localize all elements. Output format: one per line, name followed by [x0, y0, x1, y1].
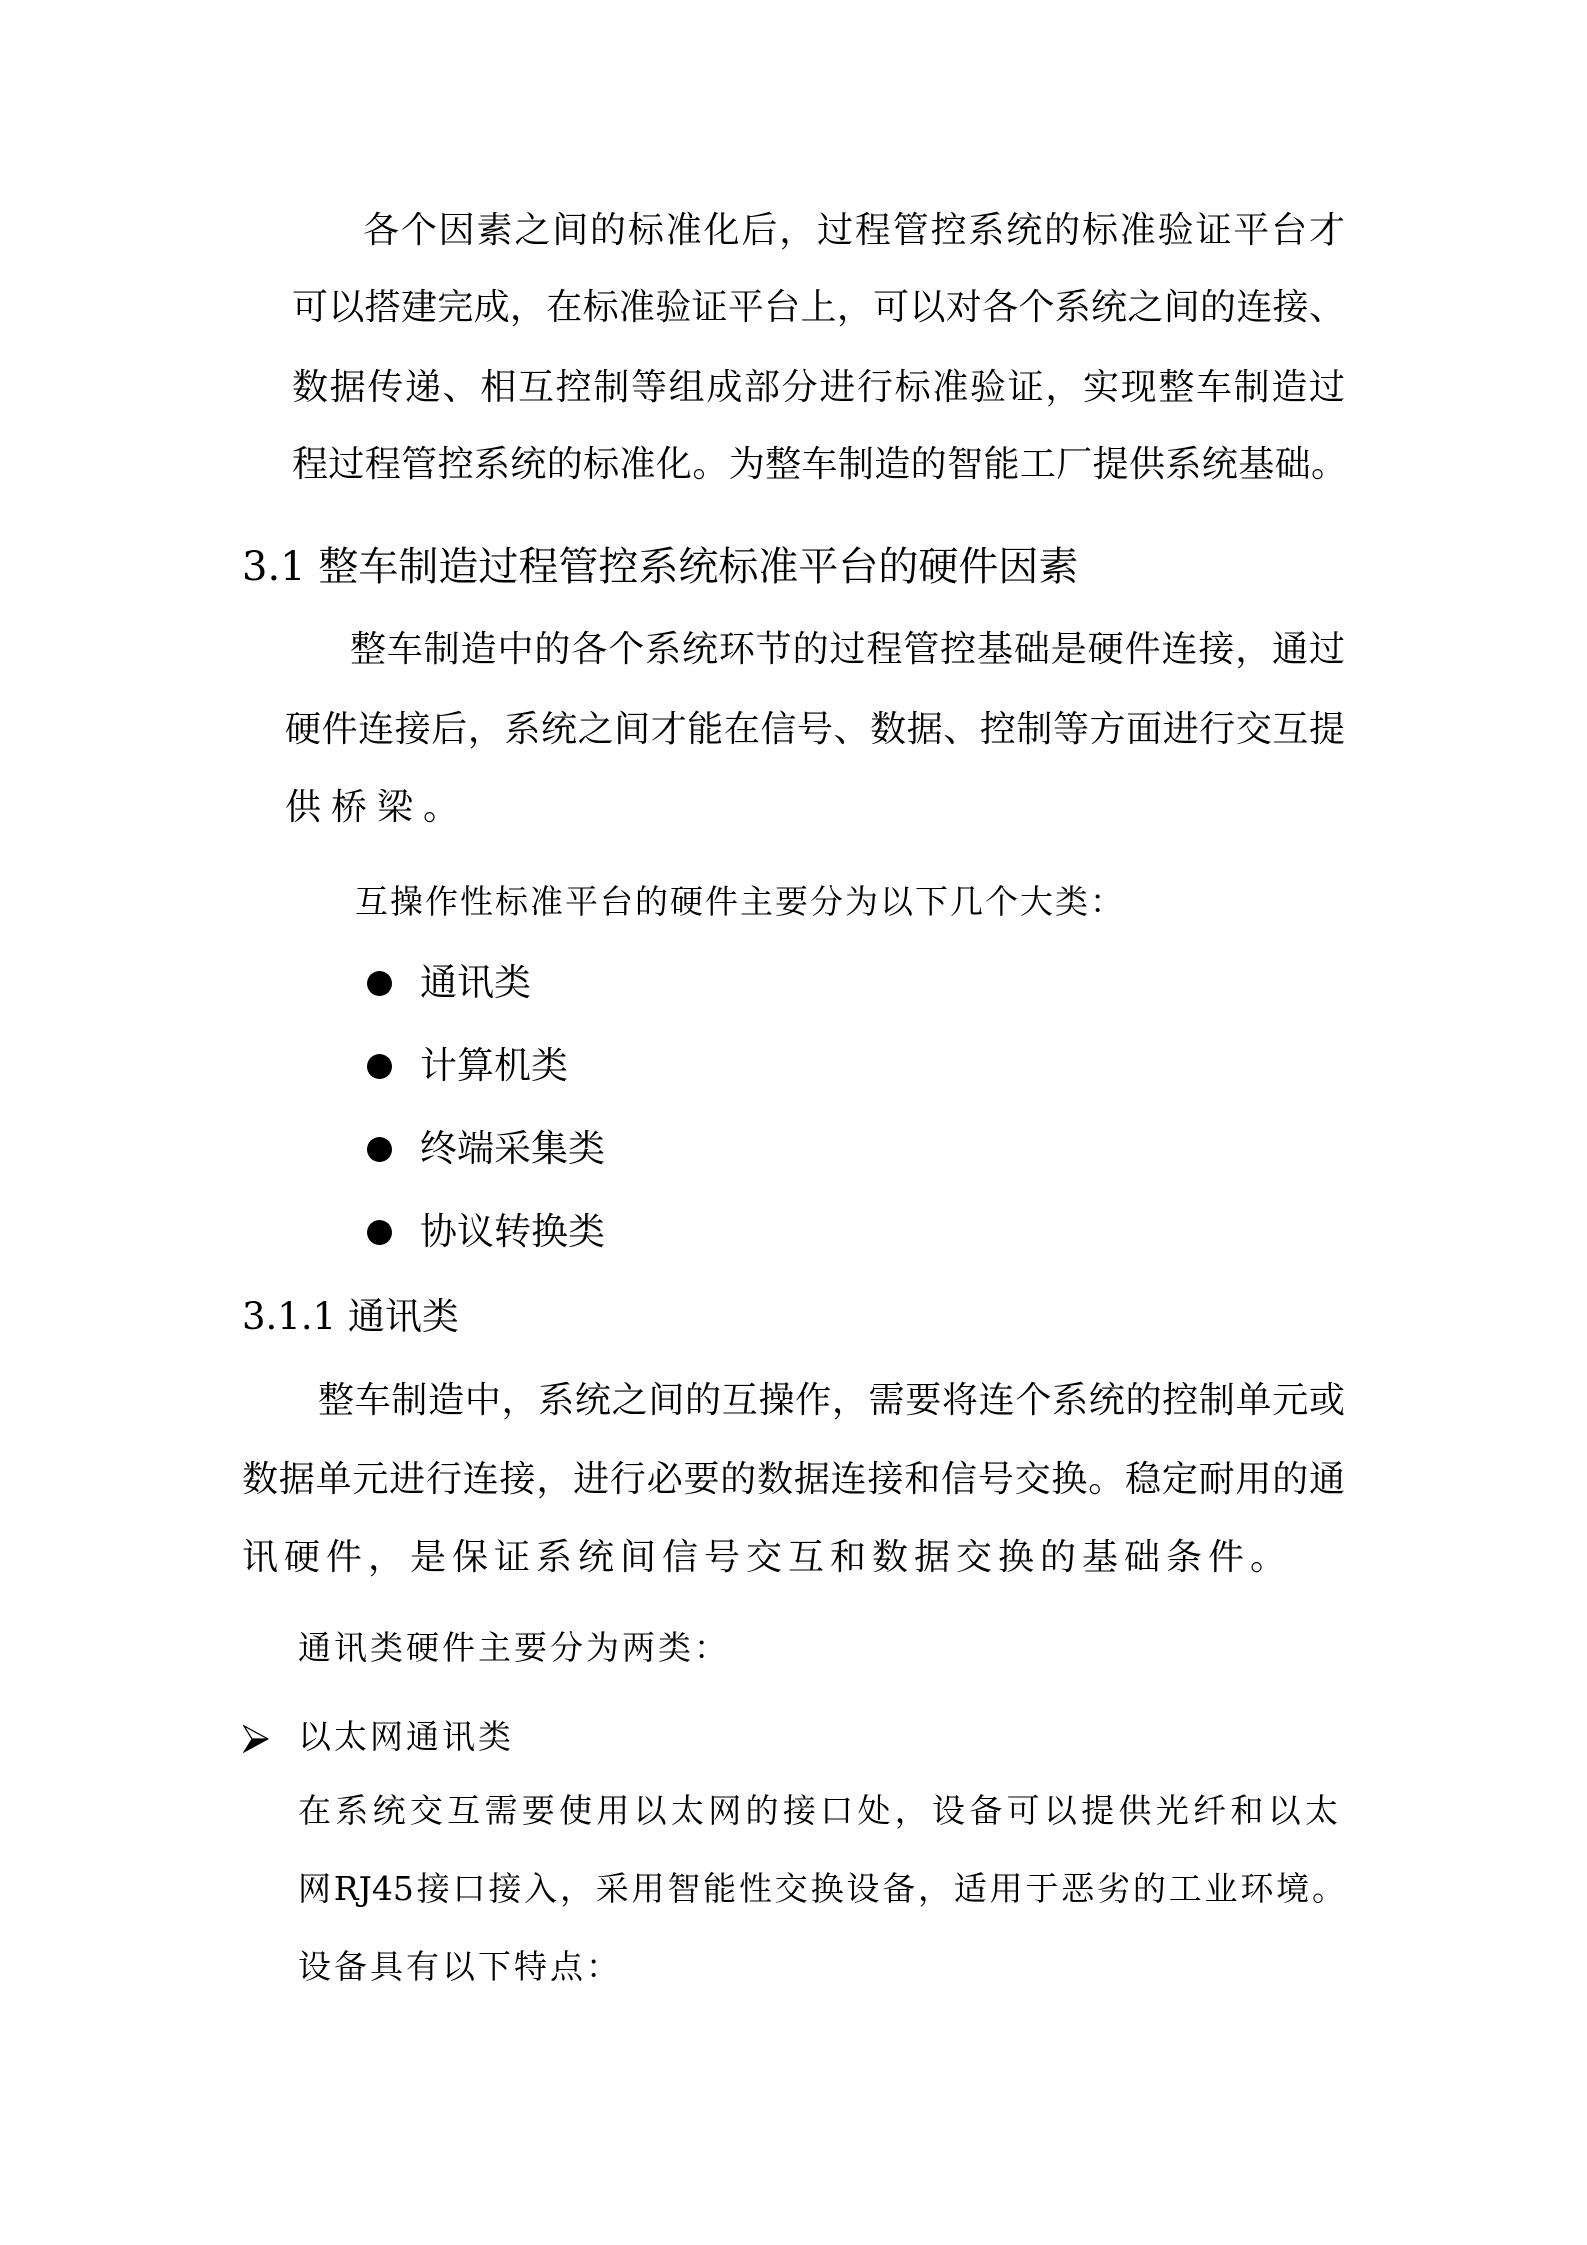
- intro-paragraph-line-3: 数据传递、相互控制等组成部分进行标准验证，实现整车制造过: [292, 367, 1345, 408]
- section-3-1-1-paragraph-line-2: 数据单元进行连接，进行必要的数据连接和信号交换。稳定耐用的通: [242, 1459, 1345, 1500]
- ethernet-paragraph-line-2: 网RJ45接口接入，采用智能性交换设备，适用于恶劣的工业环境。: [298, 1869, 1345, 1908]
- communication-types-intro: 通讯类硬件主要分为两类：: [298, 1628, 730, 1667]
- bullet-icon: [367, 1220, 392, 1245]
- list-item-label: 通讯类: [420, 961, 531, 1004]
- section-3-1-paragraph-line-1: 整车制造中的各个系统环节的过程管控基础是硬件连接，通过: [350, 629, 1345, 670]
- intro-paragraph-line-1: 各个因素之间的标准化后，过程管控系统的标准验证平台才: [363, 210, 1345, 251]
- device-features-intro: 设备具有以下特点：: [298, 1947, 622, 1986]
- list-item-label: 计算机类: [420, 1044, 568, 1087]
- section-heading-3-1-1: 3.1.1 通讯类: [242, 1295, 459, 1338]
- arrow-list-item-label: 以太网通讯类: [298, 1717, 514, 1756]
- bullet-icon: [367, 971, 392, 996]
- list-item-label: 协议转换类: [420, 1210, 605, 1253]
- ethernet-paragraph-line-1: 在系统交互需要使用以太网的接口处，设备可以提供光纤和以太: [298, 1791, 1338, 1830]
- hardware-list-intro: 互操作性标准平台的硬件主要分为以下几个大类：: [355, 882, 1125, 921]
- intro-paragraph-line-4: 程过程管控系统的标准化。为整车制造的智能工厂提供系统基础。: [292, 444, 1347, 485]
- intro-paragraph-line-2: 可以搭建完成，在标准验证平台上，可以对各个系统之间的连接、: [292, 287, 1345, 328]
- section-3-1-1-paragraph-line-3: 讯硬件，是保证系统间信号交互和数据交换的基础条件。: [242, 1537, 1293, 1578]
- section-3-1-paragraph-line-2: 硬件连接后，系统之间才能在信号、数据、控制等方面进行交互提: [285, 709, 1345, 750]
- section-heading-3-1: 3.1 整车制造过程管控系统标准平台的硬件因素: [242, 544, 1079, 590]
- section-3-1-1-paragraph-line-1: 整车制造中，系统之间的互操作，需要将连个系统的控制单元或: [318, 1380, 1345, 1421]
- bullet-icon: [367, 1137, 392, 1162]
- arrowhead-bullet-icon: [243, 1725, 269, 1753]
- bullet-icon: [367, 1054, 392, 1079]
- list-item-label: 终端采集类: [420, 1127, 605, 1170]
- section-3-1-paragraph-line-3: 供桥梁。: [285, 787, 470, 828]
